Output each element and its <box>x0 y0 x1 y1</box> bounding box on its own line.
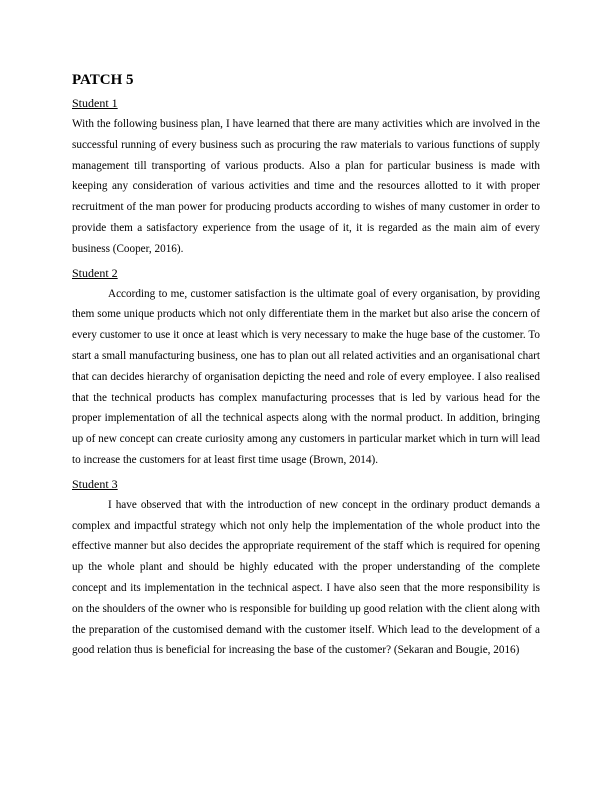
student-1-heading: Student 1 <box>72 96 118 110</box>
document-title: PATCH 5 <box>72 72 134 88</box>
student-1-paragraph: With the following business plan, I have learned that there are many activities which are involved in the successful running of every business such as procuring the raw materials to various functions of supply management till transporting of various products. Also a plan for particular business is made with keeping any consideration of various activities and time and the resources allotted to it with proper recruitment of the man power for producing products according to wishes of many customer in order to provide them a satisfactory experience from the usage of it, it is regarded as the main aim of every business (Cooper, 2016). <box>72 118 540 255</box>
student-3-heading: Student 3 <box>72 476 118 491</box>
document-page <box>72 70 540 665</box>
student-2-paragraph: According to me, customer satisfaction is the ultimate goal of every organisation, by providing them some unique products which not only differentiate them in the market but also arise the concern of every customer to use it once at least which is very necessary to make the huge base of the customer. To start a small manufacturing business, one has to plan out all related activities and an organisational chart that can decides hierarchy of organisation depicting the need and role of every employee. I also realised that the technical products has complex manufacturing processes that is led by various head for the proper implementation of all the technical aspects along with the normal product. In addition, bringing up of new concept can create curiosity among any customers in particular market which in turn will lead to increase the customers for at least first time usage (Brown, 2014). <box>72 287 540 466</box>
student-2-section <box>72 266 540 471</box>
student-1-section <box>72 96 540 260</box>
student-2-heading: Student 2 <box>72 265 118 280</box>
student-3-paragraph: I have observed that with the introduction of new concept in the ordinary product demands a complex and impactful strategy which not only help the implementation of the whole product into the effective manner but also decides the appropriate requirement of the staff which is required for opening up the whole plant and should be highly educated with the proper understanding of the complete concept and its implementation in the technical aspect. I have also seen that the more responsibility is on the shoulders of the owner who is responsible for building up good relation with the client along with the preparation of the customised demand with the customer itself. Which lead to the development of a good relation thus is beneficial for increasing the base of the customer? (Sekaran and Bougie, 2016) <box>72 498 540 657</box>
student-3-section <box>72 477 540 661</box>
